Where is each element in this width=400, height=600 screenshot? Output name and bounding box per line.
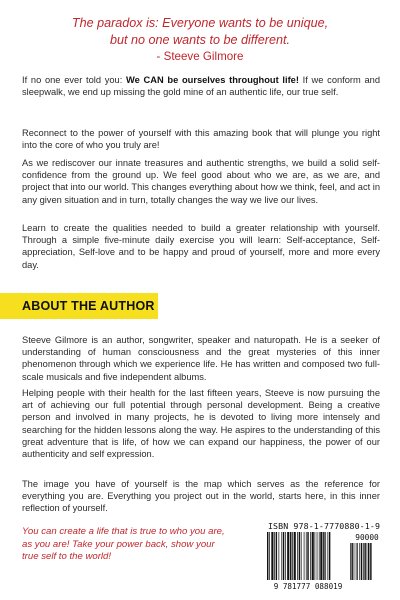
barcode-bar [283,532,284,580]
barcode-bar [301,532,302,580]
barcode-bar [329,532,330,580]
addon-bar [361,543,362,580]
addon-bar [350,543,351,580]
learn-paragraph: Learn to create the qualities needed to build a greater relationship with yourself. Through a simple five-minute daily exercise you will learn: Self-acceptance, Self-appreciation, Self-love and to be happy and proud of yourself, more and more every day. [22,223,380,270]
barcode-bar [281,532,282,580]
author-section-title: ABOUT THE AUTHOR [22,299,155,313]
closing-line-3: true self to the world! [22,551,112,562]
barcode-bar [292,532,293,580]
addon-bar [359,543,360,580]
barcode-bar [319,532,320,580]
epigraph-quote [0,15,400,49]
barcode-bar [320,532,322,580]
self-image-paragraph: The image you have of yourself is the map which serves as the reference for everything you are. Everything you project out in the world, starts here, in this inner reflection of yourself. [22,479,380,514]
barcode-bar [304,532,305,580]
quote-line-1: The paradox is: Everyone wants to be unique, [71,16,329,30]
addon-bar [368,543,369,580]
isbn-label: ISBN 978-1-7770880-1-9 [267,521,381,531]
author-mission-paragraph: Helping people with their health for the last fifteen years, Steeve is now pursuing the art of achieving our full potential through personal development. Being a creative person and involved in many projects, he is devoted to living more intensely and searching for the hidden lessons along the way. He aspires to the understanding of this great adventure that is life, of how we can expand our happiness, the power of our authenticity and self expression. [22,388,380,460]
barcode-bar [306,532,307,580]
quote-attribution: - Steeve Gilmore [156,50,244,63]
intro-bold-statement: We CAN be ourselves throughout life! [126,75,299,85]
barcode-bar [279,532,280,580]
quote-line-2: but no one wants to be different. [110,33,290,47]
barcode-bar [294,532,296,580]
barcode-bar [271,532,273,580]
barcode-bar [269,532,270,580]
addon-bar [363,543,364,580]
intro-paragraph [22,74,380,98]
barcode-bar [267,532,268,580]
barcode-bar [274,532,275,580]
barcode-bar [315,532,316,580]
addon-bar [370,543,371,580]
price-addon-code: 90000 [355,533,379,542]
barcode-bar [327,532,328,580]
addon-bar [364,543,365,580]
barcode-bar [287,532,289,580]
barcode-bar [299,532,300,580]
addon-bar [354,543,355,580]
author-bio-paragraph: Steeve Gilmore is an author, songwriter, speaker and naturopath. He is a seeker of understanding of human consciousness and the great mysteries of this inner phenomenon through which we experience life. He has written and composed two full-scale musicals and five independent albums. [22,335,380,382]
closing-tagline [22,526,257,564]
rediscover-paragraph: As we rediscover our innate treasures and authentic strengths, we build a solid self-confidence from the ground up. We feel good about who we are, as we are, and project that into our world. This changes everything about how we think, feel, and act in any given situation and in turn, totally changes the way we live our lives. [22,158,380,205]
addon-bar [357,543,358,580]
barcode-bar [285,532,286,580]
barcode-bar [310,532,311,580]
ean-number: 9 781777 088019 [273,582,343,591]
addon-bar [356,543,357,580]
barcode-bar [297,532,298,580]
barcode-bar [325,532,326,580]
barcode-bar [276,532,277,580]
intro-lead: If no one ever told you: [22,75,127,85]
intro-tail: If we conform and sleepwalk, we end up missing the gold mine of an authentic life, our true self. [22,75,380,98]
barcode-bar [317,532,318,580]
reconnect-paragraph: Reconnect to the power of yourself with this amazing book that will plunge you right into the core of who you truly are! [22,128,380,151]
addon-bar [367,543,368,580]
closing-line-2: as you are! Take your power back, show your [22,538,215,550]
barcode-bar [312,532,314,580]
addon-bar [351,543,352,580]
barcode-bar [307,532,308,580]
barcode-bar [323,532,324,580]
closing-line-1: You can create a life that is true to who you are, [22,526,225,537]
barcode-bar [290,532,291,580]
